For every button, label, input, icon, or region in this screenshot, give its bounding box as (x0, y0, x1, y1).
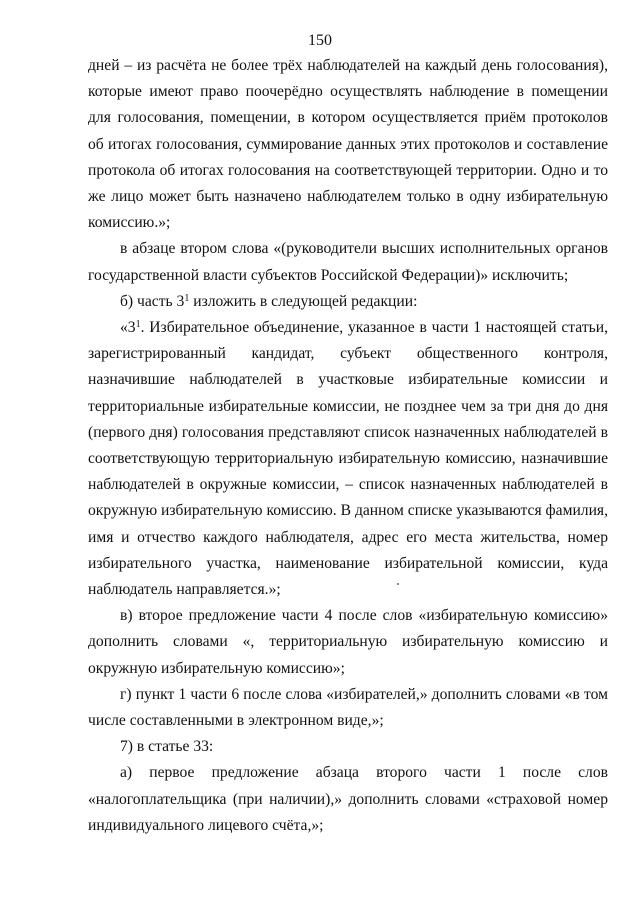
paragraph-exclude-words: в абзаце втором слова «(руководители высших исполнительных органов государственной власти субъектов Российской Федерации)» исключить; (88, 240, 608, 284)
text-segment: . Избирательное объединение, указанное в части 1 настоящей статьи, зарегистрированный кандидат, субъект общественного контроля, назначившие наблюдателей в участковые избирательные комиссии и территориальные избирательные комиссии, не позднее чем за три дня до дня (первого дня) голосования представляют список назначенных наблюдателей в соответствующую территориальную избирательную комиссию, назначившие наблюдателей в окружные комиссии, – список назначенных наблюдателей в окружную избирательную комиссию. В данном списке указываются фамилия, имя и отчество каждого наблюдателя, адрес его места жительства, номер избирательного участка, наименование избирательной комиссии, куда наблюдатель направляется.»; (88, 319, 608, 599)
superscript: 1 (135, 319, 141, 331)
paragraph-continuation: дней – из расчёта не более трёх наблюдателей на каждый день голосования), которые имеют право поочерёдно осуществлять наблюдение в помещении для голосования, помещении, в котором осуществляется приём протоколов об итогах голосования, суммирование данных этих протоколов и составление протокола об итогах голосования на соответствующей территории. Одно и то же лицо может быть назначено наблюдателем только в одну избирательную комиссию.»; (88, 57, 608, 232)
text-segment: «3 (120, 319, 136, 337)
text-segment: изложить в следующей редакции: (189, 292, 418, 310)
paragraph-part-6: г) пункт 1 части 6 после слова «избирателей,» дополнить словами «в том числе составленными в электронном виде,»; (88, 685, 608, 730)
page-number: 150 (308, 32, 332, 49)
paragraph-part-3-1-text (88, 315, 608, 603)
text-segment: б) часть 3 (120, 292, 185, 310)
scan-speck (397, 583, 399, 585)
document-body (88, 53, 608, 839)
superscript: 1 (184, 292, 190, 304)
paragraph-article-33: 7) в статье 33: (120, 738, 214, 756)
paragraph-part-4: в) второе предложение части 4 после слов «избирательную комиссию» дополнить словами «, территориальную избирательную комиссию и окружную избирательную комиссию»; (88, 607, 608, 677)
paragraph-part-3-1-heading (88, 289, 608, 315)
paragraph-article-33-a: а) первое предложение абзаца второго части 1 после слов «налогоплательщика (при наличии),» дополнить словами «страховой номер индивидуального лицевого счёта,»; (88, 764, 608, 834)
